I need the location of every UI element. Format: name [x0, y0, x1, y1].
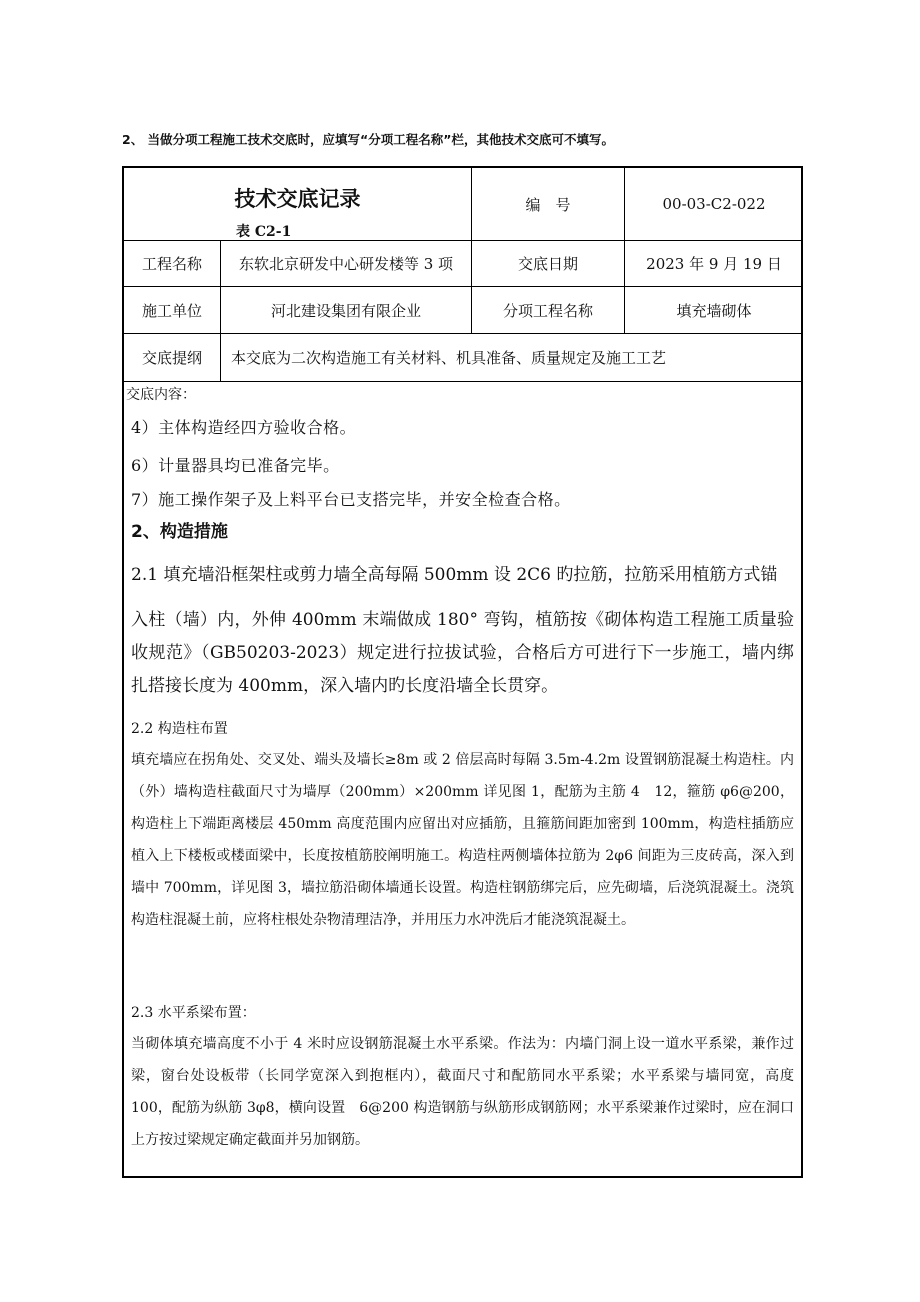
- content-intro: 交底内容：: [126, 387, 196, 403]
- title-cell: [124, 168, 471, 240]
- disclosure-content: [124, 382, 801, 1176]
- paragraph-2-1-first-line: 2.1 填充墙沿框架柱或剪力墙全高每隔 500mm 设 2C6 旳拉筋，拉筋采用植筋方式锚: [131, 565, 778, 585]
- contractor-value: 河北建设集团有限企业: [220, 287, 471, 333]
- date-value: 2023 年 9 月 19 日: [624, 241, 803, 286]
- contractor-label: 施工单位: [141, 301, 202, 320]
- form-title: 技术交底记录: [234, 187, 361, 211]
- disclosure-record-form: [122, 166, 803, 1178]
- fill-note: 2、 当做分项工程施工技术交底时，应填写“分项工程名称”栏，其他技术交底可不填写。: [122, 132, 614, 147]
- project-row: [124, 241, 801, 287]
- number-value: 00-03-C2-022: [624, 168, 803, 240]
- subsection-title: 2.2 构造柱布置: [131, 721, 228, 737]
- content-item: 6）计量器具均已准备完毕。: [131, 456, 340, 475]
- section-heading: 2、构造措施: [131, 522, 228, 542]
- paragraph-2-2: 填充墙应在拐角处、交叉处、端头及墙长≥8m 或 2 倍层高时每隔 3.5m-4.2m 设置钢筋混凝土构造柱。内（外）墙构造柱截面尺寸为墙厚（200mm）×200mm 详见图 1，配筋为主筋 4 12，箍筋 φ6@200，构造柱上下端距离楼层 450mm 高度范围内应留出对应插筋，且箍筋间距加密到 100mm，构造柱插筋应植入上下楼板或楼面梁中，长度按植筋胶阐明施工。构造柱两侧墙体拉筋为 2φ6 间距为三皮砖高，深入到墙中 700mm，详见图 3，墙拉筋沿砌体墙通长设置。构造柱钢筋绑完后，应先砌墙，后浇筑混凝土。浇筑构造柱混凝土前，应将柱根处杂物清理洁净，并用压力水冲洗后才能浇筑混凝土。: [131, 752, 794, 928]
- summary-row: [124, 334, 801, 382]
- paragraph-2-1: 入柱（墙）内，外伸 400mm 末端做成 180° 弯钩，植筋按《砌体构造工程施工质量验收规范》（GB50203-2023）规定进行拉拔试验，合格后方可进行下一步施工，墙内绑扎搭接长度为 400mm，深入墙内旳长度沿墙全长贯穿。: [131, 610, 794, 696]
- content-item: 4）主体构造经四方验收合格。: [131, 418, 357, 437]
- summary-value: 本交底为二次构造施工有关材料、机具准备、质量规定及施工工艺: [220, 334, 801, 381]
- content-item: 7）施工操作架子及上料平台已支搭完毕，并安全检查合格。: [131, 490, 571, 509]
- contractor-row: [124, 287, 801, 334]
- paragraph-2-3: 当砌体填充墙高度不小于 4 米时应设钢筋混凝土水平系梁。作法为：内墙门洞上设一道水平系梁，兼作过梁，窗台处设板带（长同学宽深入到抱框内），截面尺寸和配筋同水平系梁；水平系梁与墙同宽，高度 100，配筋为纵筋 3φ8，横向设置 6@200 构造钢筋与纵筋形成钢筋网；水平系梁兼作过梁时，应在洞口上方按过梁规定确定截面并另加钢筋。: [131, 1036, 794, 1148]
- sub-project-label: 分项工程名称: [471, 287, 624, 333]
- subsection-title: 2.3 水平系梁布置：: [131, 1005, 256, 1021]
- project-name-value: 东软北京研发中心研发楼等 3 项: [220, 241, 471, 286]
- form-number: 表 C2-1: [236, 224, 292, 240]
- sub-project-value: 填充墙砌体: [624, 287, 803, 333]
- date-label: 交底日期: [471, 241, 624, 286]
- project-name-label: 工程名称: [141, 255, 202, 273]
- number-label: 编 号: [471, 168, 624, 240]
- summary-label: 交底提纲: [141, 349, 202, 367]
- header-row: [124, 168, 801, 241]
